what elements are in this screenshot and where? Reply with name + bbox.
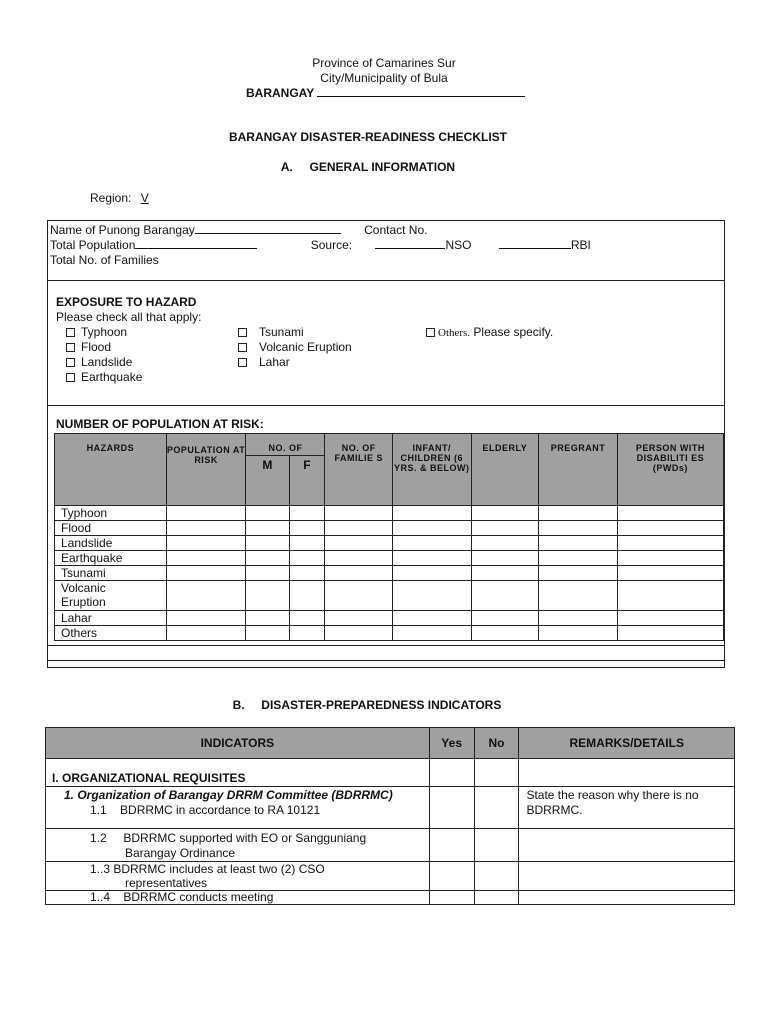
- population-risk-title: NUMBER OF POPULATION AT RISK:: [56, 417, 264, 431]
- table-row: [55, 506, 724, 521]
- table-row: [55, 521, 724, 536]
- rbi-blank[interactable]: [499, 248, 571, 249]
- elderly-cell[interactable]: [471, 626, 539, 641]
- hazard-name: Flood: [55, 521, 167, 536]
- elderly-cell[interactable]: [471, 551, 539, 566]
- hazard-option-label: Typhoon: [81, 325, 128, 339]
- hazard-option-label: Volcanic Eruption: [259, 340, 352, 354]
- female-count-cell[interactable]: [289, 506, 325, 521]
- col-f: F: [289, 456, 325, 506]
- table-row: [46, 759, 735, 787]
- hazard-option-lahar[interactable]: [238, 355, 352, 370]
- families-cell[interactable]: [325, 611, 393, 626]
- male-count-cell[interactable]: [246, 521, 289, 536]
- elderly-cell[interactable]: [471, 611, 539, 626]
- hazard-option-flood[interactable]: [66, 340, 142, 355]
- population-blank[interactable]: [135, 248, 257, 249]
- divider: [48, 645, 724, 646]
- infant-children-cell[interactable]: [393, 581, 472, 611]
- punong-label: Name of Punong Barangay: [50, 223, 195, 237]
- infant-children-cell[interactable]: [393, 566, 472, 581]
- hazard-option-earthquake[interactable]: [66, 370, 142, 385]
- male-count-cell[interactable]: [246, 506, 289, 521]
- elderly-cell[interactable]: [471, 566, 539, 581]
- col-hazards: HAZARDS: [55, 434, 167, 506]
- col-elderly: ELDERLY: [471, 434, 539, 506]
- divider: [48, 405, 724, 406]
- indicator-item-cont: representatives: [125, 876, 208, 890]
- hazard-name: Earthquake: [55, 551, 167, 566]
- male-count-cell[interactable]: [246, 551, 289, 566]
- hazard-name: Typhoon: [55, 506, 167, 521]
- others-label: Others.: [438, 327, 471, 339]
- female-count-cell[interactable]: [289, 521, 325, 536]
- hazard-option-volcanic-eruption[interactable]: [238, 340, 352, 355]
- checkbox-icon[interactable]: [426, 328, 435, 337]
- hazard-option-label: Flood: [81, 340, 112, 354]
- table-row: [55, 551, 724, 566]
- pregnant-cell[interactable]: [539, 521, 618, 536]
- female-count-cell[interactable]: [289, 551, 325, 566]
- pwd-cell[interactable]: [617, 551, 723, 566]
- pregnant-cell[interactable]: [539, 611, 618, 626]
- population-cell[interactable]: [166, 521, 246, 536]
- no-cell[interactable]: [474, 787, 519, 829]
- col-families: NO. OF FAMILIE S: [325, 434, 393, 506]
- indicator-item: 1..4 BDRRMC conducts meeting: [46, 891, 430, 905]
- yes-cell[interactable]: [429, 891, 474, 905]
- col-m: M: [246, 456, 289, 506]
- table-row: [46, 862, 735, 891]
- female-count-cell[interactable]: [289, 566, 325, 581]
- population-cell[interactable]: [166, 506, 246, 521]
- section-a-title: A. GENERAL INFORMATION: [280, 160, 456, 174]
- no-cell[interactable]: [474, 759, 519, 787]
- barangay-blank[interactable]: [317, 96, 525, 97]
- divider: [48, 280, 724, 281]
- pwd-cell[interactable]: [617, 566, 723, 581]
- pregnant-cell[interactable]: [539, 506, 618, 521]
- pregnant-cell[interactable]: [539, 626, 618, 641]
- infant-children-cell[interactable]: [393, 521, 472, 536]
- group-title: I. ORGANIZATIONAL REQUISITES: [46, 759, 430, 787]
- nso-blank[interactable]: [375, 248, 445, 249]
- barangay-field: [246, 86, 525, 100]
- table-row: [55, 611, 724, 626]
- elderly-cell[interactable]: [471, 536, 539, 551]
- hazard-option-typhoon[interactable]: [66, 325, 142, 340]
- col-indicators: INDICATORS: [46, 728, 430, 759]
- families-cell[interactable]: [325, 536, 393, 551]
- pwd-cell[interactable]: [617, 626, 723, 641]
- pwd-cell[interactable]: [617, 581, 723, 611]
- remarks-cell[interactable]: State the reason why there is no BDRRMC.: [519, 787, 735, 829]
- col-population: POPULATION AT RISK: [166, 434, 246, 506]
- table-row: [55, 566, 724, 581]
- indicator-item: 1..3 BDRRMC includes at least two (2) CSO: [90, 862, 325, 876]
- no-cell[interactable]: [474, 891, 519, 905]
- table-row: [46, 787, 735, 829]
- infant-children-cell[interactable]: [393, 626, 472, 641]
- exposure-title: EXPOSURE TO HAZARD: [56, 295, 197, 309]
- pregnant-cell[interactable]: [539, 536, 618, 551]
- infant-children-cell[interactable]: [393, 551, 472, 566]
- indicator-cell: [46, 829, 430, 862]
- region-label: Region:: [90, 191, 132, 205]
- indicator-cell: [46, 862, 430, 891]
- table-row: [46, 829, 735, 862]
- yes-cell[interactable]: [429, 862, 474, 891]
- hazard-option-label: Earthquake: [81, 370, 143, 384]
- municipality-line: City/Municipality of Bula: [320, 71, 448, 85]
- source-label: Source:: [310, 238, 353, 252]
- yes-cell[interactable]: [429, 759, 474, 787]
- divider: [48, 660, 724, 661]
- hazard-name: Volcanic Eruption: [55, 581, 167, 611]
- families-cell[interactable]: [325, 551, 393, 566]
- female-count-cell[interactable]: [289, 581, 325, 611]
- infant-children-cell[interactable]: [393, 536, 472, 551]
- hazard-list-2: [238, 325, 352, 370]
- population-cell[interactable]: [166, 536, 246, 551]
- families-cell[interactable]: [325, 581, 393, 611]
- hazard-option-label: Lahar: [259, 355, 290, 369]
- population-cell[interactable]: [166, 626, 246, 641]
- female-count-cell[interactable]: [289, 626, 325, 641]
- table-row: [55, 626, 724, 641]
- families-cell[interactable]: [325, 566, 393, 581]
- infant-children-cell[interactable]: [393, 611, 472, 626]
- yes-cell[interactable]: [429, 829, 474, 862]
- rbi-label: RBI: [570, 238, 591, 252]
- elderly-cell[interactable]: [471, 581, 539, 611]
- pregnant-cell[interactable]: [539, 566, 618, 581]
- col-no-of: NO. OF: [246, 434, 325, 456]
- male-count-cell[interactable]: [246, 581, 289, 611]
- families-label: Total No. of Families: [50, 253, 159, 267]
- no-cell[interactable]: [474, 862, 519, 891]
- province-line: Province of Camarines Sur: [312, 56, 456, 70]
- hazard-option-label: Landslide: [81, 355, 133, 369]
- checkbox-icon[interactable]: [66, 343, 75, 352]
- general-info-fields: [50, 223, 591, 268]
- col-no: No: [474, 728, 519, 759]
- nso-label: NSO: [445, 238, 472, 252]
- col-yes: Yes: [429, 728, 474, 759]
- indicator-item: 1.2 BDRRMC supported with EO or Sangguniang: [90, 831, 367, 845]
- hazard-option-others[interactable]: [426, 325, 553, 339]
- checkbox-icon[interactable]: [66, 328, 75, 337]
- population-cell[interactable]: [166, 551, 246, 566]
- remarks-cell[interactable]: [519, 891, 735, 905]
- checkbox-icon[interactable]: [238, 343, 247, 352]
- section-b-title: B. DISASTER-PREPAREDNESS INDICATORS: [232, 698, 502, 712]
- population-risk-table: [54, 433, 724, 641]
- pwd-cell[interactable]: [617, 506, 723, 521]
- punong-row: [50, 223, 591, 238]
- exposure-instruction: Please check all that apply:: [56, 310, 202, 324]
- male-count-cell[interactable]: [246, 626, 289, 641]
- pwd-cell[interactable]: [617, 611, 723, 626]
- hazard-name: Others: [55, 626, 167, 641]
- male-count-cell[interactable]: [246, 536, 289, 551]
- population-cell[interactable]: [166, 611, 246, 626]
- hazard-name: Lahar: [55, 611, 167, 626]
- remarks-cell[interactable]: [519, 829, 735, 862]
- pwd-cell[interactable]: [617, 521, 723, 536]
- region-value: V: [140, 191, 149, 205]
- infant-children-cell[interactable]: [393, 506, 472, 521]
- families-cell[interactable]: [325, 626, 393, 641]
- remarks-cell[interactable]: [519, 759, 735, 787]
- col-infant: INFANT/ CHILDREN (6 YRS. & BELOW): [393, 434, 472, 506]
- hazard-option-landslide[interactable]: [66, 355, 142, 370]
- checkbox-icon[interactable]: [238, 328, 247, 337]
- hazard-name: Landslide: [55, 536, 167, 551]
- elderly-cell[interactable]: [471, 521, 539, 536]
- indicator-item: 1.1 BDRRMC in accordance to RA 10121: [90, 803, 321, 817]
- elderly-cell[interactable]: [471, 506, 539, 521]
- population-label: Total Population: [50, 238, 136, 252]
- barangay-label: BARANGAY: [246, 86, 315, 100]
- indicators-table: [45, 727, 735, 905]
- pregnant-cell[interactable]: [539, 551, 618, 566]
- no-cell[interactable]: [474, 829, 519, 862]
- checkbox-icon[interactable]: [238, 358, 247, 367]
- col-pregnant: PREGRANT: [539, 434, 618, 506]
- contact-label: Contact No.: [364, 223, 428, 237]
- form-title: BARANGAY DISASTER-READINESS CHECKLIST: [228, 130, 508, 144]
- region-field: [90, 191, 149, 205]
- indicator-item-cont: Barangay Ordinance: [125, 846, 236, 860]
- hazard-option-tsunami[interactable]: [238, 325, 352, 340]
- male-count-cell[interactable]: [246, 611, 289, 626]
- female-count-cell[interactable]: [289, 611, 325, 626]
- hazard-option-label: Tsunami: [259, 325, 304, 339]
- indicator-cell: [46, 787, 430, 829]
- families-cell[interactable]: [325, 521, 393, 536]
- families-cell[interactable]: [325, 506, 393, 521]
- table-row: [46, 891, 735, 905]
- population-row: [50, 238, 591, 253]
- others-specify: Please specify.: [473, 325, 554, 339]
- table-row: [55, 536, 724, 551]
- hazard-name: Tsunami: [55, 566, 167, 581]
- checkbox-icon[interactable]: [66, 358, 75, 367]
- population-cell[interactable]: [166, 566, 246, 581]
- hazard-list-1: [66, 325, 142, 385]
- remarks-cell[interactable]: [519, 862, 735, 891]
- female-count-cell[interactable]: [289, 536, 325, 551]
- col-pwd: PERSON WITH DISABILITI ES (PWDs): [617, 434, 723, 506]
- table-row: [55, 581, 724, 611]
- pwd-cell[interactable]: [617, 536, 723, 551]
- pregnant-cell[interactable]: [539, 581, 618, 611]
- punong-blank[interactable]: [195, 233, 341, 234]
- yes-cell[interactable]: [429, 787, 474, 829]
- checkbox-icon[interactable]: [66, 373, 75, 382]
- indicator-heading: 1. Organization of Barangay DRRM Committee (BDRRMC): [64, 788, 393, 802]
- col-remarks: REMARKS/DETAILS: [519, 728, 735, 759]
- population-cell[interactable]: [166, 581, 246, 611]
- male-count-cell[interactable]: [246, 566, 289, 581]
